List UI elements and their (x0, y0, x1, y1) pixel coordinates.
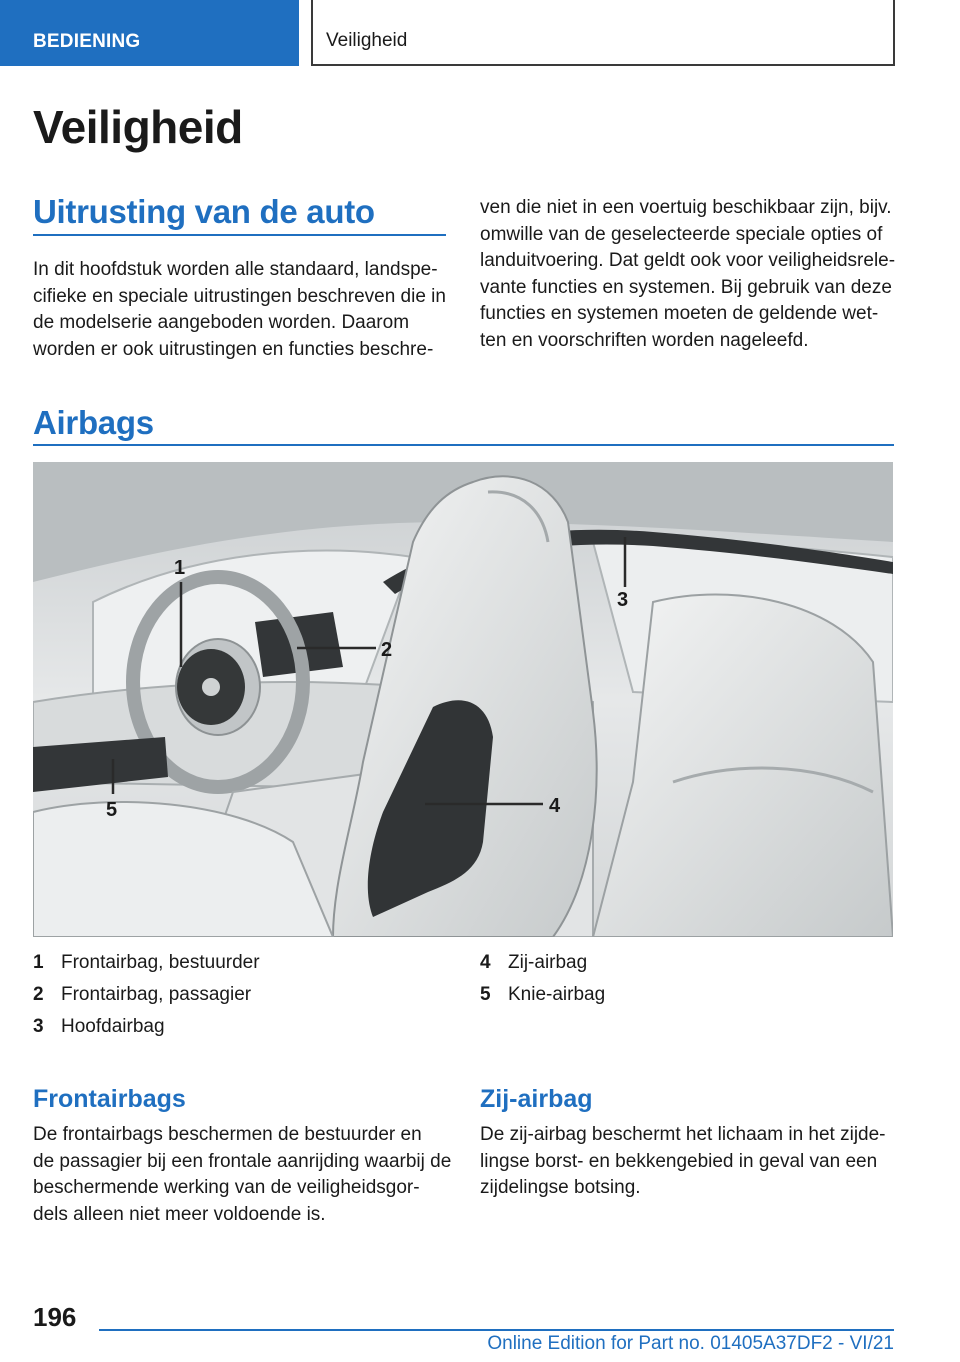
intro-paragraph-col2 (480, 195, 900, 354)
legend-item (33, 984, 260, 1016)
text-line: dels alleen niet meer voldoende is. (33, 1203, 326, 1225)
text-line: lingse borst- en bekkengebied in geval van een (480, 1150, 878, 1172)
footer-rule (99, 1329, 894, 1331)
page-title: Veiligheid (33, 101, 243, 153)
subheading-frontairbags: Frontairbags (33, 1085, 186, 1113)
text-line: vante functies en systemen. Bij gebruik van deze (480, 276, 892, 298)
section-tab: BEDIENING (0, 0, 299, 66)
text-line: ten en voorschriften worden nageleefd. (480, 329, 809, 351)
legend-number: 1 (33, 952, 44, 973)
legend-number: 5 (480, 984, 491, 1005)
text-line: landuitvoering. Dat geldt ook voor veiligheidsrele- (480, 250, 896, 271)
legend-item (480, 984, 605, 1016)
text-line: De zij-airbag beschermt het lichaam in het zijde- (480, 1124, 886, 1145)
legend-number: 4 (480, 952, 491, 973)
legend-label: Frontairbag, bestuurder (61, 952, 260, 973)
legend-label: Hoofdairbag (61, 1016, 165, 1037)
airbag-illustration (33, 462, 893, 937)
callout-3: 3 (617, 589, 629, 611)
legend-left (33, 952, 260, 1048)
callout-1: 1 (174, 557, 186, 579)
footer-edition: Online Edition for Part no. 01405A37DF2 - VI/21 (487, 1333, 894, 1354)
legend-label: Knie-airbag (508, 984, 606, 1005)
text-line: zijdelingse botsing. (480, 1177, 641, 1198)
section-heading-airbags: Airbags (33, 404, 154, 441)
text-line: worden er ook uitrustingen en functies beschre- (33, 338, 434, 360)
legend-item (480, 952, 605, 984)
text-line: cifieke en speciale uitrustingen beschreven die in (33, 285, 446, 307)
legend-right (480, 952, 605, 1016)
text-line: De frontairbags beschermen de bestuurder en (33, 1124, 422, 1145)
subheading-zijairbag: Zij-airbag (480, 1085, 593, 1113)
callout-5: 5 (106, 799, 118, 821)
legend-number: 2 (33, 984, 44, 1005)
text-line: functies en systemen moeten de geldende wet- (480, 303, 879, 324)
legend-item (33, 952, 260, 984)
text-line: beschermende werking van de veiligheidsgor- (33, 1177, 420, 1198)
section-heading-equipment: Uitrusting van de auto (33, 193, 375, 230)
text-line: omwille van de geselecteerde speciale opties of (480, 223, 883, 245)
section-rule (33, 444, 894, 446)
zijairbag-paragraph (480, 1122, 900, 1202)
callout-4: 4 (549, 795, 561, 817)
chapter-title: Veiligheid (311, 0, 895, 66)
intro-paragraph-col1 (33, 257, 453, 363)
legend-label: Zij-airbag (508, 952, 588, 973)
text-line: In dit hoofdstuk worden alle standaard, landspe- (33, 259, 438, 280)
legend-number: 3 (33, 1016, 44, 1037)
page-number: 196 (33, 1302, 77, 1332)
frontairbags-paragraph (33, 1122, 458, 1228)
legend-label: Frontairbag, passagier (61, 984, 252, 1005)
callout-2: 2 (381, 639, 393, 661)
section-rule (33, 234, 446, 236)
legend-item (33, 1016, 260, 1048)
text-line: de passagier bij een frontale aanrijding waarbij de (33, 1150, 452, 1172)
text-line: ven die niet in een voertuig beschikbaar zijn, bijv. (480, 197, 892, 218)
text-line: de modelserie aangeboden worden. Daarom (33, 312, 410, 333)
